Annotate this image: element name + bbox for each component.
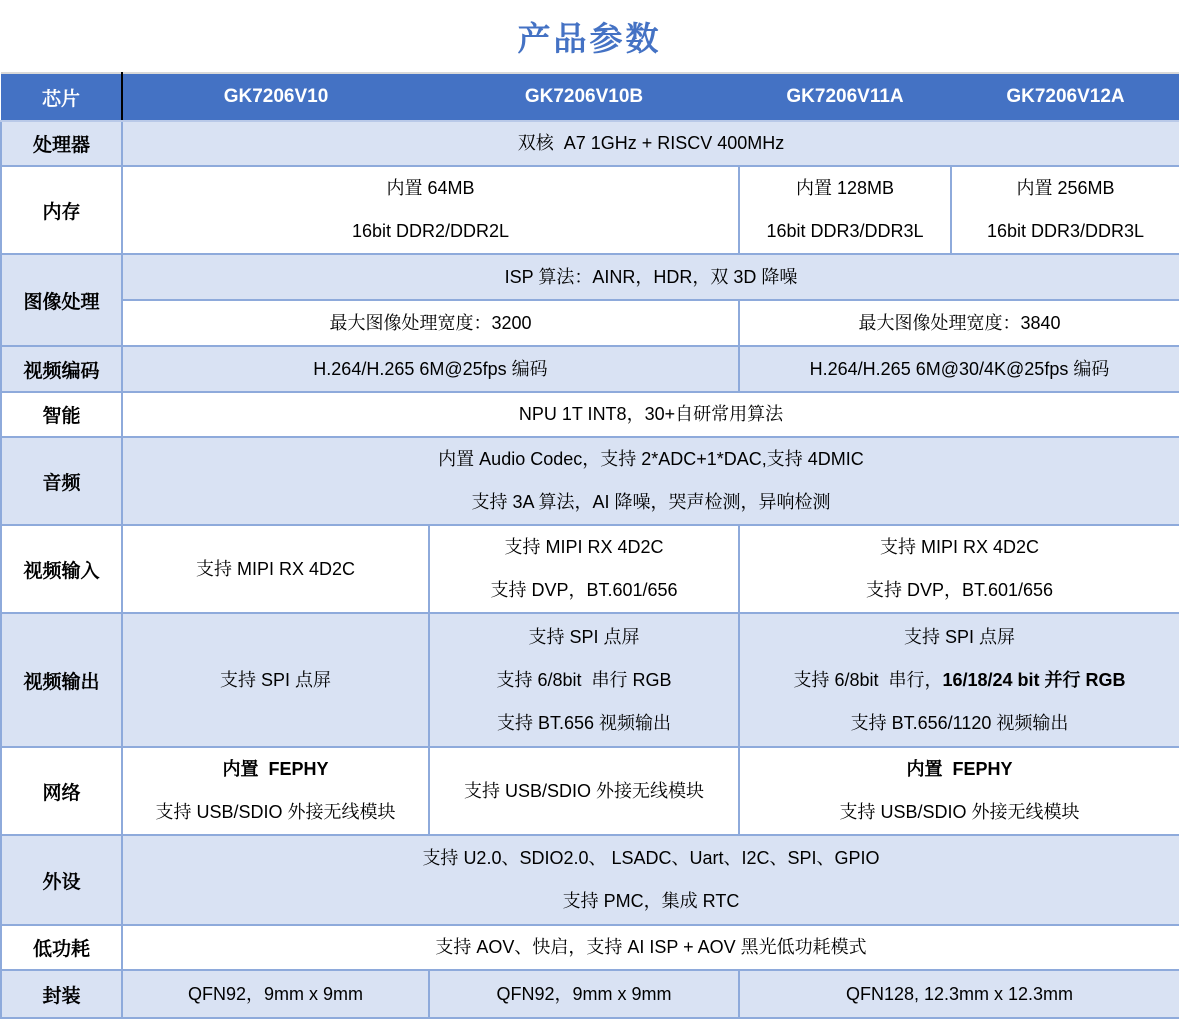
cell-memory-v12a bbox=[951, 166, 1179, 254]
spec-line: 16bit DDR3/DDR3L bbox=[766, 221, 924, 241]
row-video-in-label: 视频输入 bbox=[1, 525, 122, 613]
row-video-in bbox=[1, 525, 1179, 613]
row-memory-label: 内存 bbox=[1, 166, 122, 254]
cell-audio-all bbox=[122, 437, 1179, 525]
row-video-out bbox=[1, 613, 1179, 747]
spec-line: 支持 SPI 点屏 bbox=[528, 626, 640, 647]
header-cell-gk7206v11a: GK7206V11A bbox=[739, 73, 951, 121]
cell-processor-all bbox=[122, 121, 1179, 166]
cell-vin-v10 bbox=[122, 525, 429, 613]
spec-line: 支持 MIPI RX 4D2C bbox=[195, 558, 356, 579]
cell-net-v10b bbox=[429, 747, 739, 835]
spec-line: 支持 BT.656/1120 视频输出 bbox=[850, 712, 1069, 733]
row-low-power-label: 低功耗 bbox=[1, 925, 122, 970]
spec-line: 内置 FEPHY bbox=[906, 759, 1013, 779]
spec-line: 支持 PMC，集成 RTC bbox=[562, 891, 740, 911]
cell-memory-v11a bbox=[739, 166, 951, 254]
row-audio-label: 音频 bbox=[1, 437, 122, 525]
cell-vout-v11a-v12a bbox=[739, 613, 1179, 747]
spec-line: 内置 256MB bbox=[1016, 178, 1115, 198]
row-video-encode-label: 视频编码 bbox=[1, 346, 122, 392]
spec-line: 支持 BT.656 视频输出 bbox=[496, 712, 672, 733]
spec-line: H.264/H.265 6M@25fps 编码 bbox=[313, 358, 548, 379]
cell-encode-left bbox=[122, 346, 739, 392]
row-image-processing bbox=[1, 254, 1179, 300]
spec-line: 支持 USB/SDIO 外接无线模块 bbox=[463, 780, 705, 801]
spec-line: 内置 FEPHY bbox=[222, 759, 329, 779]
spec-line: QFN92，9mm x 9mm bbox=[187, 983, 364, 1004]
header-cell-gk7206v10b: GK7206V10B bbox=[429, 73, 739, 121]
row-processor-label: 处理器 bbox=[1, 121, 122, 166]
spec-line: 内置 128MB bbox=[795, 178, 895, 198]
row-network-label: 网络 bbox=[1, 747, 122, 835]
spec-line: 支持 6/8bit 串行 RGB bbox=[496, 669, 672, 690]
cell-memory-v10-v10b bbox=[122, 166, 739, 254]
spec-line bbox=[744, 659, 1175, 702]
row-low-power bbox=[1, 925, 1179, 970]
spec-line: QFN92，9mm x 9mm bbox=[496, 983, 672, 1004]
row-image-maxwidth bbox=[1, 300, 1179, 346]
product-spec-table bbox=[0, 72, 1179, 1019]
spec-line: ISP 算法：AINR，HDR，双 3D 降噪 bbox=[504, 266, 798, 287]
spec-line: H.264/H.265 6M@30/4K@25fps 编码 bbox=[809, 358, 1110, 379]
cell-vin-v11a-v12a bbox=[739, 525, 1179, 613]
spec-line: 内置 Audio Codec，支持 2*ADC+1*DAC,支持 4DMIC bbox=[438, 449, 864, 469]
spec-line: 支持 3A 算法，AI 降噪，哭声检测，异响检测 bbox=[471, 492, 831, 512]
row-network bbox=[1, 747, 1179, 835]
spec-line: NPU 1T INT8，30+自研常用算法 bbox=[518, 404, 784, 424]
cell-ai-all bbox=[122, 392, 1179, 437]
row-package-label: 封装 bbox=[1, 970, 122, 1018]
header-cell-chip: 芯片 bbox=[1, 73, 122, 121]
title-bar bbox=[0, 0, 1179, 72]
cell-image-isp bbox=[122, 254, 1179, 300]
spec-line: 支持 DVP，BT.601/656 bbox=[865, 580, 1054, 600]
row-audio bbox=[1, 437, 1179, 525]
row-video-encode bbox=[1, 346, 1179, 392]
header-row bbox=[1, 73, 1179, 121]
spec-line: 最大图像处理宽度：3200 bbox=[329, 312, 532, 333]
spec-line: 支持 AOV、快启，支持 AI ISP + AOV 黑光低功耗模式 bbox=[435, 937, 867, 957]
cell-image-maxwidth-right bbox=[739, 300, 1179, 346]
cell-pkg-v10b bbox=[429, 970, 739, 1018]
page-title: 产品参数 bbox=[517, 19, 662, 57]
spec-line: 支持 USB/SDIO 外接无线模块 bbox=[155, 802, 396, 822]
cell-encode-right bbox=[739, 346, 1179, 392]
spec-line: 最大图像处理宽度：3840 bbox=[858, 312, 1061, 333]
cell-pkg-v11a-v12a bbox=[739, 970, 1179, 1018]
cell-vout-v10 bbox=[122, 613, 429, 747]
cell-vout-v10b bbox=[429, 613, 739, 747]
cell-low-power-all bbox=[122, 925, 1179, 970]
row-image-processing-label: 图像处理 bbox=[1, 254, 122, 346]
spec-line: 支持 MIPI RX 4D2C bbox=[879, 537, 1040, 557]
spec-line: 双核 A7 1GHz + RISCV 400MHz bbox=[517, 133, 785, 153]
cell-pkg-v10 bbox=[122, 970, 429, 1018]
row-video-out-label: 视频输出 bbox=[1, 613, 122, 747]
row-ai bbox=[1, 392, 1179, 437]
spec-line: 支持 U2.0、SDIO2.0、 LSADC、Uart、I2C、SPI、GPIO bbox=[422, 848, 880, 868]
row-package bbox=[1, 970, 1179, 1018]
header-cell-gk7206v10: GK7206V10 bbox=[122, 73, 429, 121]
cell-peripherals-all bbox=[122, 835, 1179, 925]
spec-line: 支持 MIPI RX 4D2C bbox=[504, 537, 664, 557]
spec-line: 支持 SPI 点屏 bbox=[219, 669, 331, 690]
spec-line: 支持 SPI 点屏 bbox=[903, 626, 1015, 647]
spec-line: 内置 64MB bbox=[386, 178, 475, 198]
spec-line: QFN128, 12.3mm x 12.3mm bbox=[845, 983, 1074, 1004]
cell-net-v10 bbox=[122, 747, 429, 835]
header-cell-gk7206v12a: GK7206V12A bbox=[951, 73, 1179, 121]
cell-vin-v10b bbox=[429, 525, 739, 613]
spec-line-segment: 支持 6/8bit 串行， bbox=[793, 669, 943, 690]
row-processor bbox=[1, 121, 1179, 166]
row-peripherals-label: 外设 bbox=[1, 835, 122, 925]
spec-line-segment-bold: 16/18/24 bit 并行 RGB bbox=[942, 669, 1126, 690]
row-ai-label: 智能 bbox=[1, 392, 122, 437]
spec-line: 16bit DDR2/DDR2L bbox=[351, 221, 510, 241]
spec-line: 16bit DDR3/DDR3L bbox=[986, 221, 1145, 241]
row-memory bbox=[1, 166, 1179, 254]
spec-line: 支持 USB/SDIO 外接无线模块 bbox=[839, 802, 1080, 822]
spec-line: 支持 DVP，BT.601/656 bbox=[490, 580, 678, 600]
row-peripherals bbox=[1, 835, 1179, 925]
cell-net-v11a-v12a bbox=[739, 747, 1179, 835]
cell-image-maxwidth-left bbox=[122, 300, 739, 346]
